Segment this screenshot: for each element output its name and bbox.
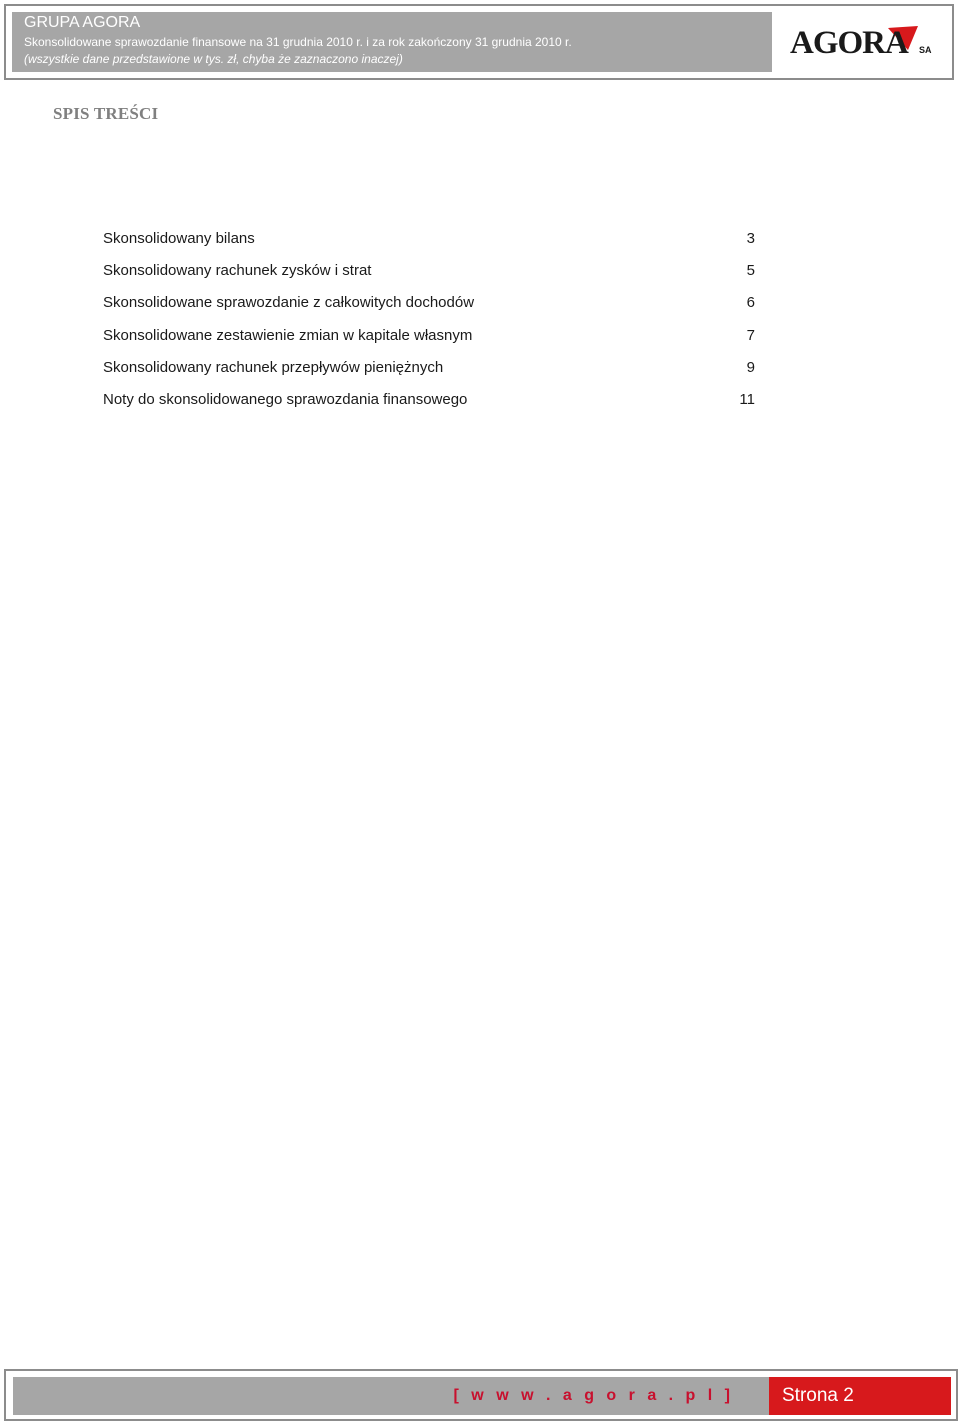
report-title: Skonsolidowane sprawozdanie finansowe na 31 grudnia 2010 r. i za rok zakończony 31 grudnia 2010 r.: [24, 35, 572, 49]
toc-entry-page: 5: [746, 262, 755, 280]
toc-entry-page: 6: [746, 294, 755, 312]
toc-entry[interactable]: [103, 229, 755, 261]
toc-entry[interactable]: [103, 293, 755, 325]
toc-entry[interactable]: [103, 390, 755, 422]
toc-entry-page: 11: [739, 390, 755, 408]
toc-entry-label: Skonsolidowane zestawienie zmian w kapitale własnym: [103, 326, 473, 344]
toc-entry-label: Skonsolidowany rachunek przepływów pieniężnych: [103, 358, 444, 376]
company-name: GRUPA AGORA: [24, 14, 141, 31]
toc-heading: SPIS TREŚCI: [53, 104, 159, 123]
agora-logo: [790, 22, 935, 62]
toc-entry-label: Noty do skonsolidowanego sprawozdania finansowego: [103, 390, 468, 408]
currency-note: (wszystkie dane przedstawione w tys. zł, chyba że zaznaczono inaczej): [24, 52, 403, 66]
toc-entry-page: 9: [746, 358, 755, 376]
logo-wordmark: AGORA: [790, 25, 908, 61]
toc-entry[interactable]: [103, 261, 755, 293]
toc-entry-label: Skonsolidowany bilans: [103, 230, 255, 247]
toc-entry-label: Skonsolidowany rachunek zysków i strat: [103, 262, 372, 280]
page-number: Strona 2: [769, 1377, 951, 1415]
toc-entry[interactable]: [103, 326, 755, 358]
toc-entry-page: 3: [746, 230, 755, 247]
toc-entry-label: Skonsolidowane sprawozdanie z całkowitych dochodów: [103, 294, 475, 312]
toc-entry-page: 7: [746, 326, 755, 344]
toc-entry[interactable]: [103, 358, 755, 390]
website-link[interactable]: [ w w w . a g o r a . p l ]: [453, 1387, 734, 1404]
logo-suffix: SA: [919, 45, 932, 55]
toc-list: [103, 229, 755, 422]
